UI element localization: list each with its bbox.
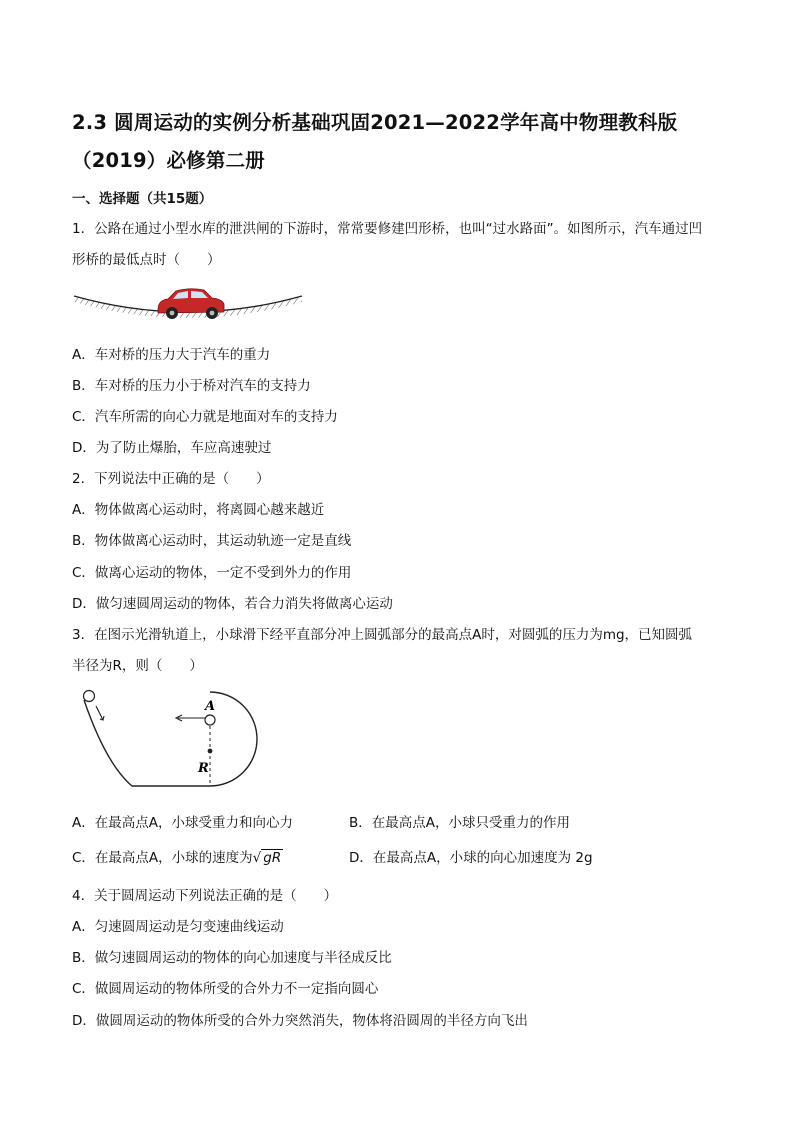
center-dot <box>208 749 213 754</box>
section-heading: 一、选择题（共15题） <box>72 191 213 207</box>
q2-option-d: D．做匀速圆周运动的物体，若合力消失将做离心运动 <box>72 596 393 612</box>
label-r: R <box>198 761 209 776</box>
q1-stem-line2: 形桥的最低点时（ ） <box>72 252 221 268</box>
q3-option-c-text: C．在最高点A，小球的速度为 <box>72 850 253 866</box>
track-figure <box>72 684 312 794</box>
q4-option-b: B．做匀速圆周运动的物体的向心加速度与半径成反比 <box>72 950 392 966</box>
q1-stem-line1: 1．公路在通过小型水库的泄洪闸的下游时，常常要修建凹形桥，也叫“过水路面”。如图所示，汽车通过凹 <box>72 221 703 237</box>
sqrt-symbol: √ <box>252 850 262 866</box>
q1-option-c: C．汽车所需的向心力就是地面对车的支持力 <box>72 409 338 425</box>
q4-stem: 4．关于圆周运动下列说法正确的是（ ） <box>72 888 338 904</box>
q4-option-a: A．匀速圆周运动是匀变速曲线运动 <box>72 919 284 935</box>
q1-option-a: A．车对桥的压力大于汽车的重力 <box>72 347 271 363</box>
ball-motion-arrow <box>96 706 103 720</box>
q2-option-a: A．物体做离心运动时，将离圆心越来越近 <box>72 502 325 518</box>
q3-option-c-math: gR <box>263 850 282 866</box>
page-title: 2.3 圆周运动的实例分析基础巩固2021—2022学年高中物理教科版（2019）必修第二册 <box>72 111 678 172</box>
q2-option-c: C．做离心运动的物体，一定不受到外力的作用 <box>72 565 352 581</box>
q3-option-a: A．在最高点A，小球受重力和向心力 <box>72 815 293 831</box>
q3-stem-line2: 半径为R，则（ ） <box>72 658 203 674</box>
q2-stem: 2．下列说法中正确的是（ ） <box>72 471 270 487</box>
q4-option-d: D．做圆周运动的物体所受的合外力突然消失，物体将沿圆周的半径方向飞出 <box>72 1013 528 1029</box>
track-curve <box>84 692 257 786</box>
q3-option-d: D．在最高点A，小球的向心加速度为 2g <box>349 850 593 866</box>
q2-option-b: B．物体做离心运动时，其运动轨迹一定是直线 <box>72 533 352 549</box>
ball-at-top-icon <box>205 715 215 725</box>
q1-option-d: D．为了防止爆胎，车应高速驶过 <box>72 440 272 456</box>
label-a: A <box>205 699 216 714</box>
q3-option-c <box>72 846 283 866</box>
ball-start-icon <box>84 691 95 702</box>
q1-option-b: B．车对桥的压力小于桥对汽车的支持力 <box>72 378 311 394</box>
q3-option-b: B．在最高点A，小球只受重力的作用 <box>349 815 570 831</box>
q3-stem-line1: 3．在图示光滑轨道上，小球滑下经平直部分冲上圆弧部分的最高点A时，对圆弧的压力为mg，已知圆弧 <box>72 627 693 643</box>
concave-bridge-figure <box>72 280 304 328</box>
q4-option-c: C．做圆周运动的物体所受的合外力不一定指向圆心 <box>72 981 379 997</box>
